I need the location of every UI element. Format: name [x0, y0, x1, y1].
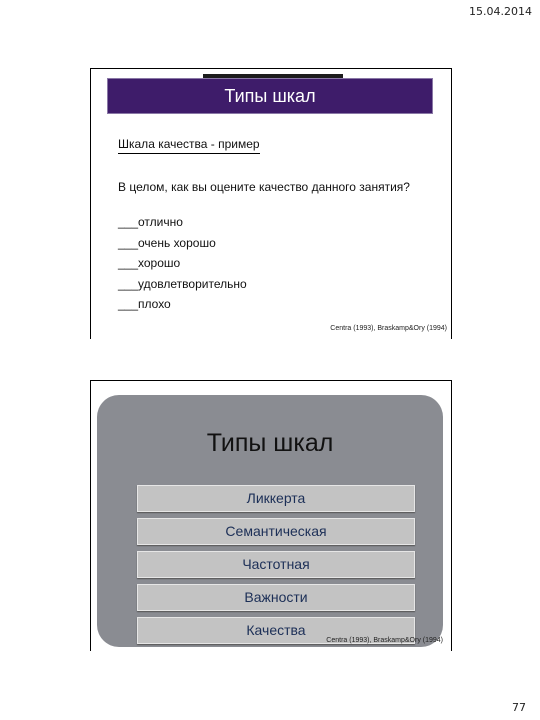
slide-title: Типы шкал	[107, 78, 433, 114]
answer-option: ___отлично	[118, 215, 183, 229]
slide-scale-types	[90, 380, 452, 651]
slide-citation: Centra (1993), Braskamp&Ory (1994)	[330, 325, 447, 332]
scale-type-item: Ликкерта	[137, 485, 415, 512]
scale-type-item: Важности	[137, 584, 415, 611]
scale-type-item: Качества	[137, 617, 415, 644]
answer-option: ___удовлетворительно	[118, 276, 247, 291]
answer-option: ___хорошо	[118, 256, 181, 270]
scale-types-panel	[97, 395, 443, 647]
page-number: 77	[512, 701, 526, 714]
scale-type-list	[137, 485, 415, 650]
slide-quality-scale-example	[90, 68, 452, 339]
scale-type-item: Семантическая	[137, 518, 415, 545]
answer-option: ___очень хорошо	[118, 235, 216, 250]
slide-title: Типы шкал	[206, 429, 334, 457]
page-date: 15.04.2014	[469, 5, 532, 18]
slide-citation: Centra (1993), Braskamp&Ory (1994)	[326, 637, 443, 644]
answer-options	[118, 212, 247, 315]
slide-subtitle: Шкала качества - пример	[118, 137, 260, 154]
survey-question: В целом, как вы оцените качество данного занятия?	[118, 180, 410, 194]
answer-option: ___плохо	[118, 297, 171, 311]
scale-type-item: Частотная	[137, 551, 415, 578]
